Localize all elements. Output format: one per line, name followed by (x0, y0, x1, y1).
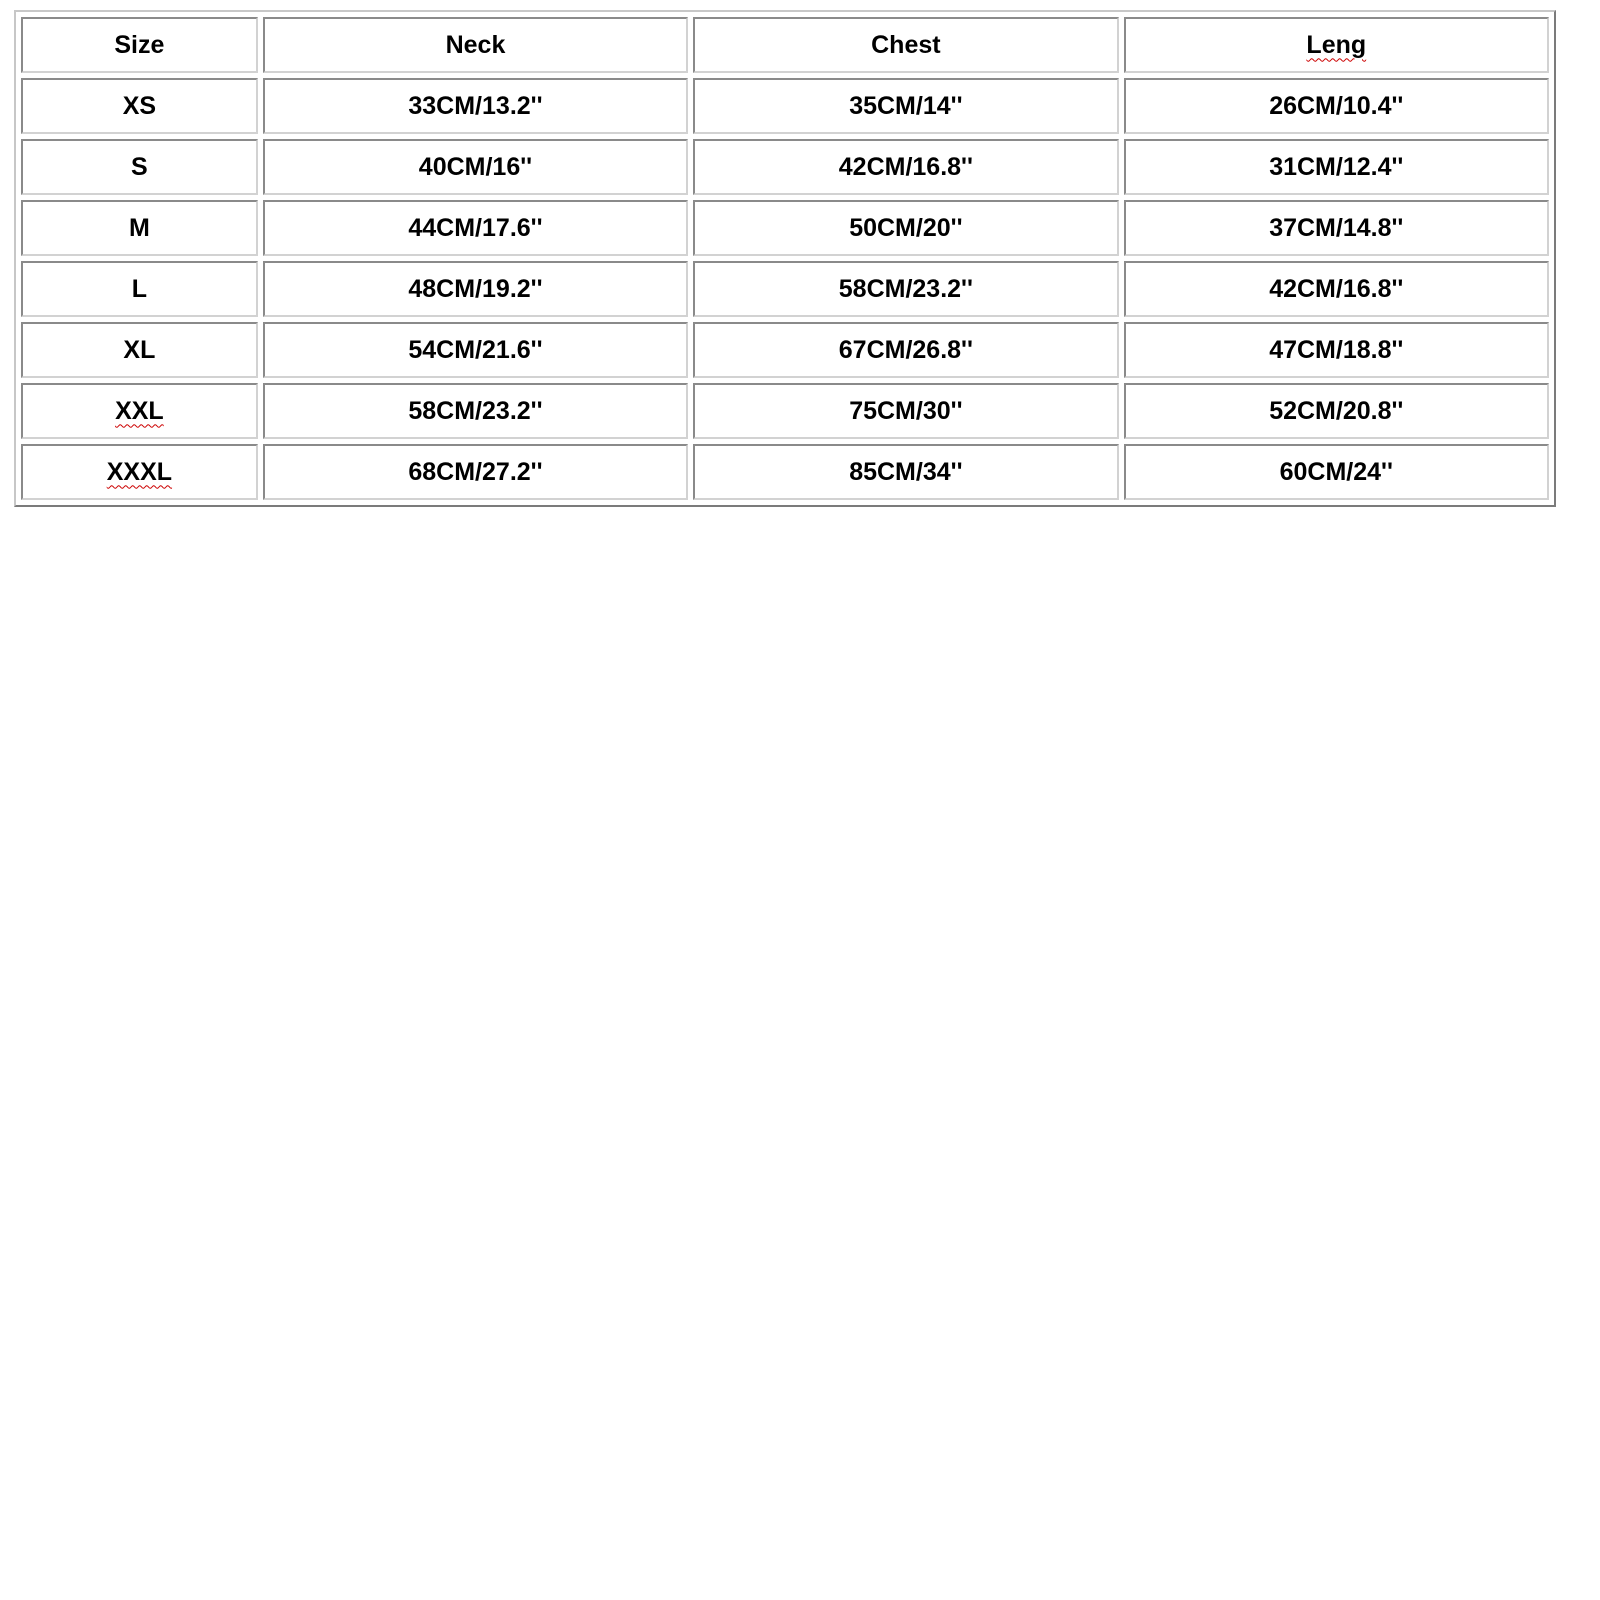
table-row (21, 261, 1549, 317)
leng-cell: 37CM/14.8'' (1124, 200, 1549, 256)
size-cell: L (21, 261, 258, 317)
size-cell: S (21, 139, 258, 195)
size-cell: XS (21, 78, 258, 134)
header-leng-text: Leng (1306, 30, 1367, 59)
chest-cell: 58CM/23.2'' (693, 261, 1118, 317)
size-cell: XL (21, 322, 258, 378)
leng-cell: 26CM/10.4'' (1124, 78, 1549, 134)
header-chest: Chest (693, 17, 1118, 73)
chest-cell: 42CM/16.8'' (693, 139, 1118, 195)
chest-cell: 67CM/26.8'' (693, 322, 1118, 378)
neck-cell: 33CM/13.2'' (263, 78, 688, 134)
chest-cell: 75CM/30'' (693, 383, 1118, 439)
chest-cell: 85CM/34'' (693, 444, 1118, 500)
leng-cell: 42CM/16.8'' (1124, 261, 1549, 317)
table-row (21, 383, 1549, 439)
header-leng (1124, 17, 1549, 73)
neck-cell: 48CM/19.2'' (263, 261, 688, 317)
header-row (21, 17, 1549, 73)
leng-cell: 47CM/18.8'' (1124, 322, 1549, 378)
neck-cell: 68CM/27.2'' (263, 444, 688, 500)
size-cell (21, 444, 258, 500)
leng-cell: 31CM/12.4'' (1124, 139, 1549, 195)
size-cell-text: XXXL (106, 457, 173, 486)
chest-cell: 35CM/14'' (693, 78, 1118, 134)
header-size: Size (21, 17, 258, 73)
table-row (21, 200, 1549, 256)
size-cell-text: XXL (115, 396, 164, 425)
leng-cell: 52CM/20.8'' (1124, 383, 1549, 439)
chest-cell: 50CM/20'' (693, 200, 1118, 256)
table-row (21, 139, 1549, 195)
table-row (21, 78, 1549, 134)
neck-cell: 40CM/16'' (263, 139, 688, 195)
size-cell (21, 383, 258, 439)
leng-cell: 60CM/24'' (1124, 444, 1549, 500)
neck-cell: 54CM/21.6'' (263, 322, 688, 378)
neck-cell: 58CM/23.2'' (263, 383, 688, 439)
header-neck: Neck (263, 17, 688, 73)
size-chart-table (14, 10, 1556, 507)
table-row (21, 322, 1549, 378)
size-cell: M (21, 200, 258, 256)
table-row (21, 444, 1549, 500)
neck-cell: 44CM/17.6'' (263, 200, 688, 256)
